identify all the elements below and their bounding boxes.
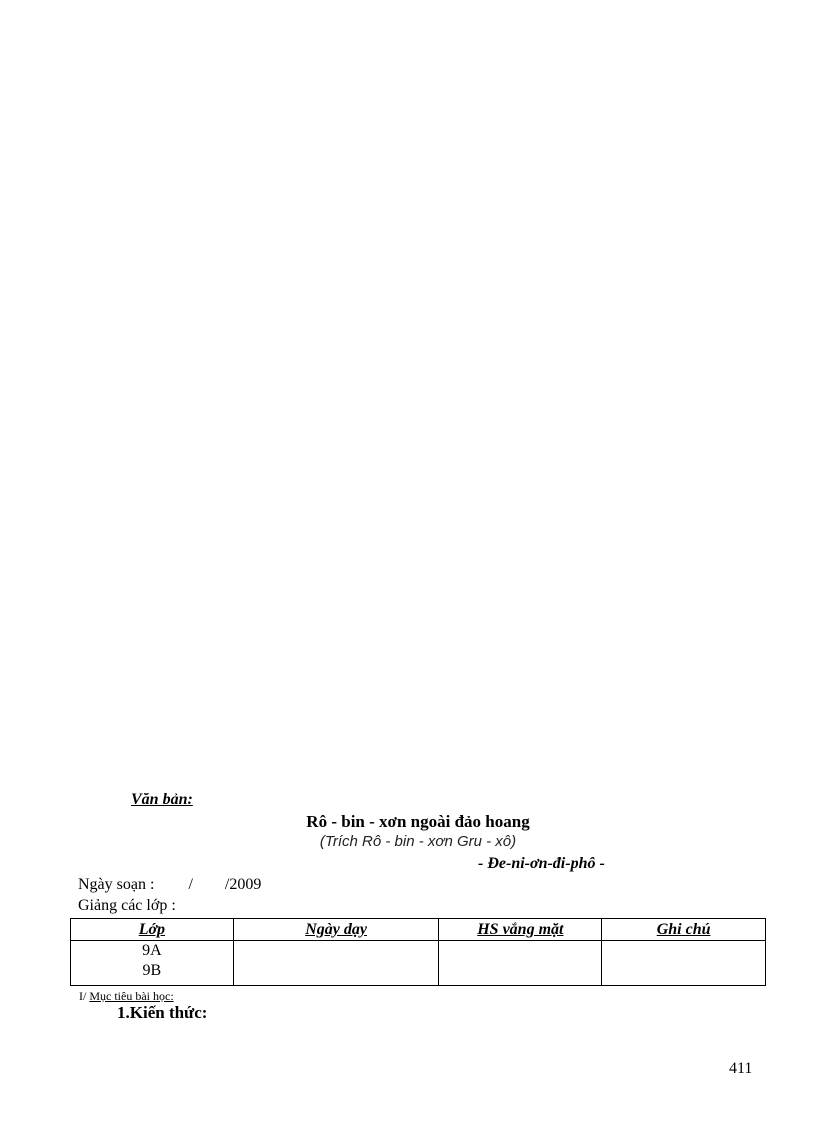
prepared-date-label: Ngày soạn : (78, 876, 155, 893)
header-class: Lớp (71, 919, 234, 941)
absent-students-cell (439, 941, 602, 986)
author-name: - Đe-ni-ơn-đi-phô - (478, 855, 605, 872)
objectives-prefix: I/ (79, 989, 87, 1003)
section-label: Văn bản: (131, 791, 193, 808)
date-year: /2009 (224, 876, 262, 893)
prepared-date-line (78, 876, 261, 894)
page-number: 411 (729, 1060, 753, 1077)
class-cell (71, 941, 234, 986)
objectives-heading (79, 989, 174, 1004)
notes-cell (602, 941, 766, 986)
class-9a: 9A (142, 942, 162, 959)
lesson-title: Rô - bin - xơn ngoài đảo hoang (306, 812, 530, 831)
header-absent-students: HS vắng mặt (439, 919, 602, 941)
knowledge-heading: 1.Kiến thức: (117, 1003, 208, 1022)
date-slash: / (188, 876, 193, 893)
table-row (71, 941, 766, 986)
classes-label: Giảng các lớp : (78, 897, 176, 914)
teaching-date-cell (233, 941, 439, 986)
objectives-label: Mục tiêu bài học: (89, 989, 174, 1003)
source-note: (Trích Rô - bin - xơn Gru - xô) (319, 833, 517, 850)
class-schedule-table (70, 918, 766, 986)
header-notes: Ghi chú (602, 919, 766, 941)
header-teaching-date: Ngày dạy (233, 919, 439, 941)
table-header-row (71, 919, 766, 941)
class-9b: 9B (142, 962, 162, 979)
